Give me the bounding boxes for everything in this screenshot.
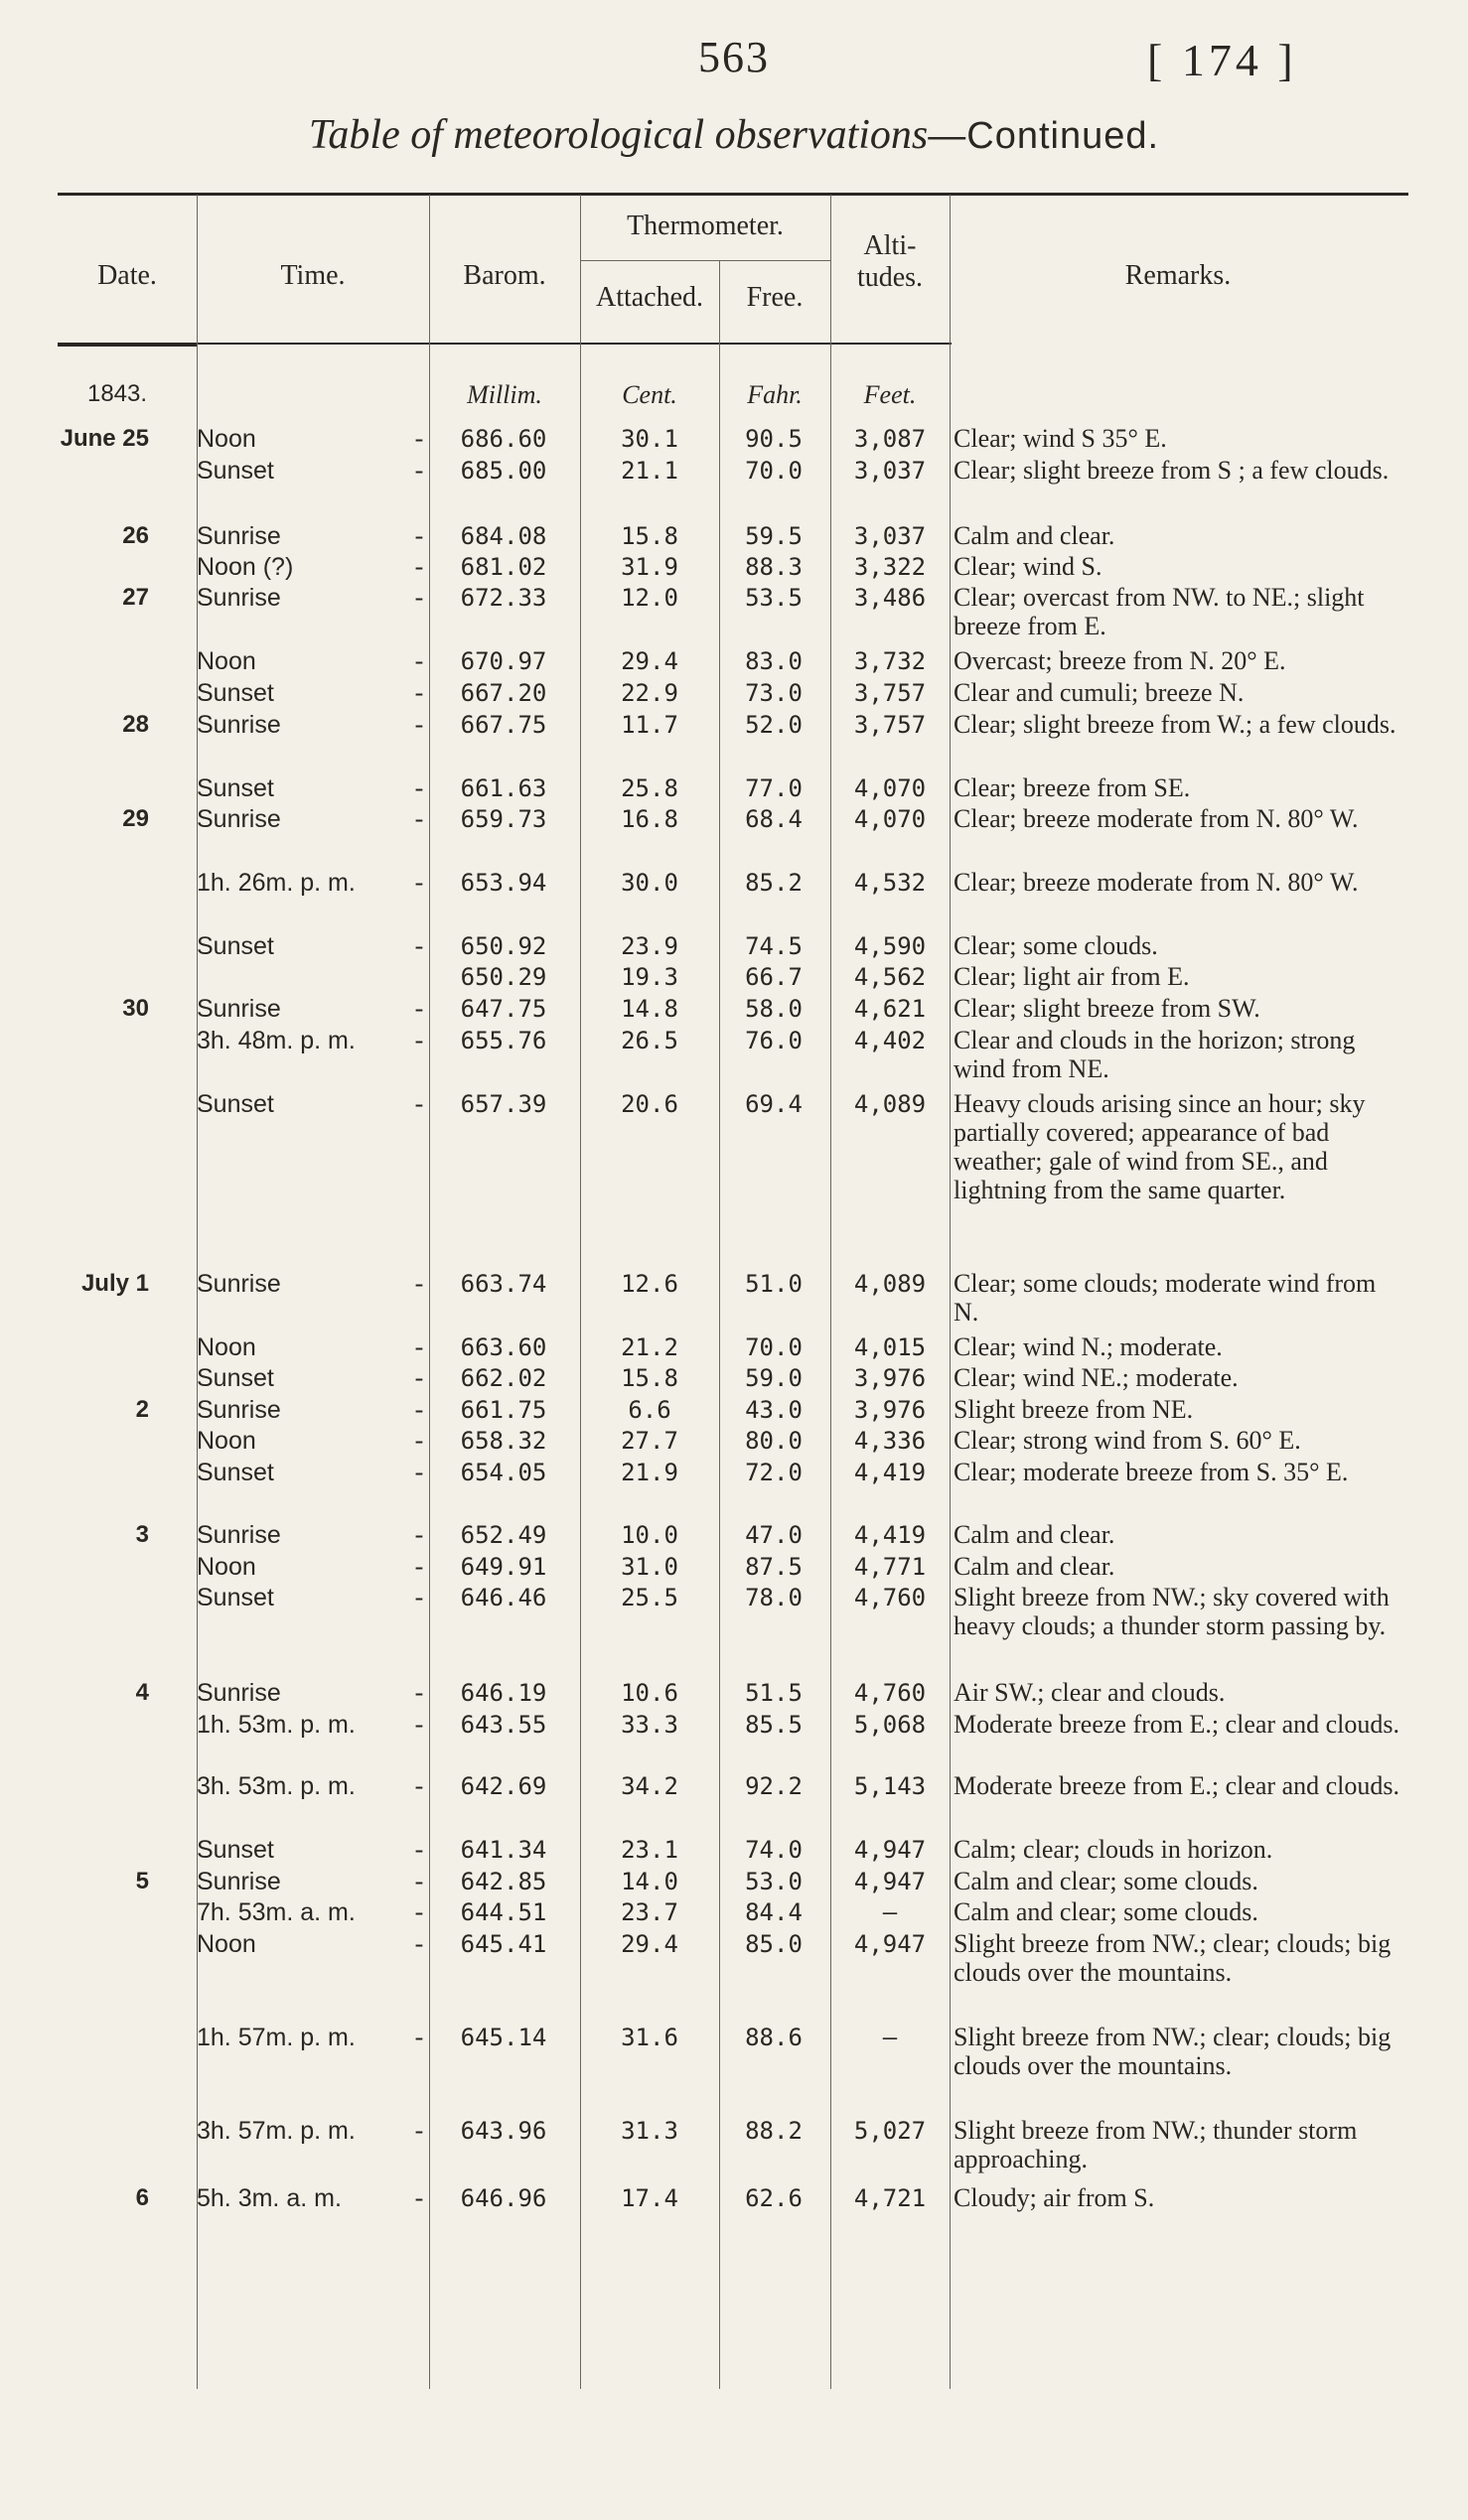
- header-time: Time.: [280, 260, 346, 291]
- leader-dash: -: [414, 710, 424, 739]
- row-remarks: Calm and clear; some clouds.: [954, 1897, 1258, 1926]
- leader-dash: -: [414, 2183, 424, 2212]
- row-free: 80.0: [745, 1427, 803, 1455]
- row-free: 76.0: [745, 1027, 803, 1054]
- row-remarks: Clear; breeze moderate from N. 80° W.: [954, 868, 1359, 897]
- row-attached: 29.4: [621, 1930, 678, 1958]
- row-remarks: Moderate breeze from E.; clear and clouds.: [954, 1710, 1400, 1739]
- leader-dash: -: [414, 552, 424, 581]
- row-free: 59.0: [745, 1364, 803, 1392]
- row-barom: 641.34: [460, 1836, 547, 1864]
- leader-dash: -: [414, 868, 424, 897]
- row-barom: 670.97: [460, 647, 547, 675]
- header-date: Date.: [97, 260, 157, 291]
- leader-dash: -: [414, 1710, 424, 1739]
- row-altitude: 3,757: [853, 711, 927, 739]
- row-remarks: Clear; some clouds; moderate wind from N.: [954, 1269, 1377, 1327]
- row-time: Noon: [197, 1333, 256, 1361]
- row-remarks: Clear; slight breeze from SW.: [954, 994, 1260, 1023]
- header-altitudes: Alti- tudes.: [856, 230, 924, 293]
- row-remarks: Clear; wind S.: [954, 552, 1102, 581]
- row-attached: 23.9: [621, 932, 678, 960]
- row-remarks: Clear; moderate breeze from S. 35° E.: [954, 1458, 1349, 1486]
- leader-dash: -: [414, 678, 424, 707]
- leader-dash: -: [414, 804, 424, 833]
- row-free: 74.0: [745, 1836, 803, 1864]
- row-altitude: 3,322: [853, 553, 927, 581]
- row-free: 43.0: [745, 1396, 803, 1424]
- row-attached: 31.6: [621, 2024, 678, 2051]
- row-free: 70.0: [745, 1333, 803, 1361]
- row-attached: 12.6: [621, 1270, 678, 1298]
- row-barom: 646.19: [460, 1679, 547, 1707]
- row-attached: 25.8: [621, 774, 678, 802]
- row-remarks: Calm; clear; clouds in horizon.: [954, 1835, 1273, 1864]
- leader-dash: -: [414, 1089, 424, 1118]
- row-altitude: 4,402: [853, 1027, 927, 1054]
- row-altitude: 5,068: [853, 1711, 927, 1739]
- row-free: 88.3: [745, 553, 803, 581]
- row-date: 26: [122, 522, 149, 549]
- row-altitude: 3,976: [853, 1364, 927, 1392]
- row-time: 1h. 26m. p. m.: [197, 869, 356, 897]
- leader-dash: -: [414, 994, 424, 1023]
- row-time: Sunrise: [197, 1679, 281, 1707]
- row-free: 83.0: [745, 647, 803, 675]
- row-altitude: 4,771: [853, 1553, 927, 1581]
- row-altitude: 3,037: [853, 522, 927, 550]
- row-remarks: Calm and clear; some clouds.: [954, 1867, 1258, 1895]
- row-barom: 681.02: [460, 553, 547, 581]
- row-barom: 663.60: [460, 1333, 547, 1361]
- row-date: 30: [122, 995, 149, 1022]
- row-remarks: Calm and clear.: [954, 521, 1115, 550]
- row-free: 77.0: [745, 774, 803, 802]
- row-free: 69.4: [745, 1090, 803, 1118]
- row-barom: 643.96: [460, 2117, 547, 2145]
- row-attached: 27.7: [621, 1427, 678, 1455]
- row-altitude: 4,947: [853, 1868, 927, 1895]
- unit-attached: Cent.: [622, 380, 677, 409]
- row-attached: 33.3: [621, 1711, 678, 1739]
- row-barom: 685.00: [460, 457, 547, 485]
- row-time: Sunrise: [197, 1270, 281, 1298]
- row-time: 3h. 48m. p. m.: [197, 1027, 356, 1054]
- row-remarks: Slight breeze from NW.; sky covered with heavy clouds; a thunder storm passing by.: [954, 1583, 1390, 1640]
- row-time: 5h. 3m. a. m.: [197, 2184, 342, 2212]
- row-remarks: Cloudy; air from S.: [954, 2183, 1155, 2212]
- row-altitude: 4,721: [853, 2184, 927, 2212]
- row-attached: 15.8: [621, 522, 678, 550]
- row-altitude: 3,087: [853, 425, 927, 453]
- row-time: Sunset: [197, 1090, 274, 1118]
- row-free: 88.6: [745, 2024, 803, 2051]
- leader-dash: -: [414, 1583, 424, 1611]
- unit-barom: Millim.: [467, 380, 542, 409]
- row-time: Sunrise: [197, 995, 281, 1023]
- row-date: June 25: [60, 425, 149, 452]
- title-text: Table of meteorological observations: [308, 112, 929, 158]
- row-attached: 21.1: [621, 457, 678, 485]
- row-time: Noon: [197, 1930, 256, 1958]
- row-attached: 16.8: [621, 805, 678, 833]
- row-attached: 31.3: [621, 2117, 678, 2145]
- row-remarks: Clear; wind S 35° E.: [954, 424, 1167, 453]
- unit-free: Fahr.: [747, 380, 803, 409]
- row-altitude: 4,760: [853, 1584, 927, 1611]
- row-free: 85.2: [745, 869, 803, 897]
- row-barom: 667.20: [460, 679, 547, 707]
- row-attached: 14.0: [621, 1868, 678, 1895]
- page-title: [0, 111, 1468, 159]
- row-time: Sunrise: [197, 1396, 281, 1424]
- row-attached: 30.1: [621, 425, 678, 453]
- row-attached: 21.2: [621, 1333, 678, 1361]
- row-altitude: 4,947: [853, 1930, 927, 1958]
- row-time: Sunset: [197, 1584, 274, 1611]
- row-attached: 25.5: [621, 1584, 678, 1611]
- row-time: Noon: [197, 1427, 256, 1455]
- row-remarks: Moderate breeze from E.; clear and clouds.: [954, 1771, 1400, 1800]
- row-free: 53.5: [745, 584, 803, 612]
- row-barom: 649.91: [460, 1553, 547, 1581]
- row-altitude: 4,089: [853, 1270, 927, 1298]
- row-altitude: 3,486: [853, 584, 927, 612]
- row-free: 74.5: [745, 932, 803, 960]
- row-remarks: Slight breeze from NW.; clear; clouds; big clouds over the mountains.: [954, 1929, 1392, 1987]
- row-barom: 661.63: [460, 774, 547, 802]
- row-free: 66.7: [745, 963, 803, 991]
- row-attached: 30.0: [621, 869, 678, 897]
- leader-dash: -: [414, 646, 424, 675]
- row-free: 85.0: [745, 1930, 803, 1958]
- header-remarks: Remarks.: [1124, 260, 1232, 291]
- row-date: 3: [135, 1521, 149, 1548]
- row-time: Sunset: [197, 1836, 274, 1864]
- row-date: 2: [135, 1396, 149, 1423]
- leader-dash: -: [414, 931, 424, 960]
- row-altitude: 4,419: [853, 1521, 927, 1549]
- row-attached: 11.7: [621, 711, 678, 739]
- row-altitude: 4,532: [853, 869, 927, 897]
- row-time: Sunrise: [197, 805, 281, 833]
- row-barom: 672.33: [460, 584, 547, 612]
- leader-dash: -: [414, 1332, 424, 1361]
- row-time: Noon: [197, 1553, 256, 1581]
- row-free: 53.0: [745, 1868, 803, 1895]
- row-time: Sunset: [197, 1459, 274, 1486]
- leader-dash: -: [414, 1395, 424, 1424]
- row-remarks: Calm and clear.: [954, 1520, 1115, 1549]
- row-altitude: 4,760: [853, 1679, 927, 1707]
- row-remarks: Clear and cumuli; breeze N.: [954, 678, 1245, 707]
- row-barom: 663.74: [460, 1270, 547, 1298]
- row-barom: 646.96: [460, 2184, 547, 2212]
- leader-dash: -: [414, 2116, 424, 2145]
- leader-dash: -: [414, 1835, 424, 1864]
- row-remarks: Clear and clouds in the horizon; strong wind from NE.: [954, 1026, 1356, 1083]
- row-free: 68.4: [745, 805, 803, 833]
- row-altitude: 4,336: [853, 1427, 927, 1455]
- header-attached: Attached.: [595, 282, 704, 313]
- row-remarks: Slight breeze from NE.: [954, 1395, 1194, 1424]
- unit-altitudes: Feet.: [863, 380, 917, 409]
- row-barom: 652.49: [460, 1521, 547, 1549]
- table-top-rule: [58, 193, 1408, 196]
- row-free: 70.0: [745, 457, 803, 485]
- row-attached: 31.0: [621, 1553, 678, 1581]
- leader-dash: -: [414, 1678, 424, 1707]
- leader-dash: -: [414, 1026, 424, 1054]
- row-altitude: 3,037: [853, 457, 927, 485]
- row-time: Sunrise: [197, 1521, 281, 1549]
- row-altitude: 5,027: [853, 2117, 927, 2145]
- row-barom: 653.94: [460, 869, 547, 897]
- thermometer-sub-rule: [580, 260, 830, 261]
- row-altitude: 4,562: [853, 963, 927, 991]
- row-altitude: 4,621: [853, 995, 927, 1023]
- row-altitude: 4,419: [853, 1459, 927, 1486]
- row-time: 1h. 57m. p. m.: [197, 2024, 356, 2051]
- row-remarks: Air SW.; clear and clouds.: [954, 1678, 1226, 1707]
- year-label: 1843.: [86, 380, 148, 407]
- row-time: Sunrise: [197, 1868, 281, 1895]
- row-free: 59.5: [745, 522, 803, 550]
- row-time: Noon: [197, 647, 256, 675]
- row-remarks: Clear; overcast from NW. to NE.; slight breeze from E.: [954, 583, 1365, 640]
- row-free: 52.0: [745, 711, 803, 739]
- row-attached: 23.1: [621, 1836, 678, 1864]
- row-free: 84.4: [745, 1898, 803, 1926]
- row-date: 29: [122, 805, 149, 832]
- row-barom: 657.39: [460, 1090, 547, 1118]
- row-barom: 650.29: [460, 963, 547, 991]
- leader-dash: -: [414, 773, 424, 802]
- row-barom: 646.46: [460, 1584, 547, 1611]
- row-time: Sunrise: [197, 711, 281, 739]
- date-header-rule: [58, 343, 197, 347]
- row-attached: 19.3: [621, 963, 678, 991]
- row-barom: 662.02: [460, 1364, 547, 1392]
- row-date: July 1: [80, 1270, 149, 1297]
- leader-dash: -: [414, 1867, 424, 1895]
- row-time: Noon (?): [197, 553, 294, 581]
- row-time: Sunset: [197, 774, 274, 802]
- row-barom: 642.69: [460, 1772, 547, 1800]
- row-barom: 647.75: [460, 995, 547, 1023]
- row-time: Sunrise: [197, 584, 281, 612]
- row-attached: 23.7: [621, 1898, 678, 1926]
- row-barom: 645.14: [460, 2024, 547, 2051]
- row-remarks: Clear; wind NE.; moderate.: [954, 1363, 1239, 1392]
- row-time: 7h. 53m. a. m.: [197, 1898, 356, 1926]
- row-attached: 10.0: [621, 1521, 678, 1549]
- row-remarks: Calm and clear.: [954, 1552, 1115, 1581]
- row-time: Noon: [197, 425, 256, 453]
- row-time: Sunrise: [197, 522, 281, 550]
- header-barom: Barom.: [463, 260, 546, 291]
- row-remarks: Clear; some clouds.: [954, 931, 1158, 960]
- row-altitude: 4,070: [853, 805, 927, 833]
- row-free: 62.6: [745, 2184, 803, 2212]
- row-free: 47.0: [745, 1521, 803, 1549]
- row-altitude: 3,976: [853, 1396, 927, 1424]
- row-altitude: 5,143: [853, 1772, 927, 1800]
- leader-dash: -: [414, 521, 424, 550]
- row-barom: 659.73: [460, 805, 547, 833]
- row-attached: 6.6: [628, 1396, 671, 1424]
- row-altitude: –: [882, 2024, 898, 2051]
- row-barom: 686.60: [460, 425, 547, 453]
- row-barom: 643.55: [460, 1711, 547, 1739]
- row-barom: 654.05: [460, 1459, 547, 1486]
- leader-dash: -: [414, 1771, 424, 1800]
- leader-dash: -: [414, 2023, 424, 2051]
- row-barom: 667.75: [460, 711, 547, 739]
- row-attached: 10.6: [621, 1679, 678, 1707]
- row-remarks: Slight breeze from NW.; clear; clouds; big clouds over the mountains.: [954, 2023, 1392, 2080]
- header-free: Free.: [746, 282, 804, 313]
- bracket-page-number: [ 174 ]: [1147, 35, 1297, 85]
- row-barom: 658.32: [460, 1427, 547, 1455]
- leader-dash: -: [414, 1363, 424, 1392]
- row-attached: 21.9: [621, 1459, 678, 1486]
- row-barom: 661.75: [460, 1396, 547, 1424]
- row-remarks: Slight breeze from NW.; thunder storm approaching.: [954, 2116, 1358, 2173]
- row-time: 1h. 53m. p. m.: [197, 1711, 356, 1739]
- row-remarks: Clear; light air from E.: [954, 962, 1190, 991]
- row-free: 51.5: [745, 1679, 803, 1707]
- leader-dash: -: [414, 1897, 424, 1926]
- row-remarks: Clear; slight breeze from W.; a few clouds.: [954, 710, 1396, 739]
- row-attached: 29.4: [621, 647, 678, 675]
- row-attached: 31.9: [621, 553, 678, 581]
- row-free: 78.0: [745, 1584, 803, 1611]
- leader-dash: -: [414, 1552, 424, 1581]
- row-free: 51.0: [745, 1270, 803, 1298]
- row-barom: 684.08: [460, 522, 547, 550]
- row-time: 3h. 57m. p. m.: [197, 2117, 356, 2145]
- row-date: 4: [135, 1679, 149, 1706]
- row-attached: 14.8: [621, 995, 678, 1023]
- row-altitude: 4,070: [853, 774, 927, 802]
- row-remarks: Clear; wind N.; moderate.: [954, 1332, 1223, 1361]
- row-remarks: Overcast; breeze from N. 20° E.: [954, 646, 1286, 675]
- row-attached: 17.4: [621, 2184, 678, 2212]
- row-free: 92.2: [745, 1772, 803, 1800]
- row-time: 3h. 53m. p. m.: [197, 1772, 356, 1800]
- leader-dash: -: [414, 1520, 424, 1549]
- row-altitude: 4,590: [853, 932, 927, 960]
- row-free: 88.2: [745, 2117, 803, 2145]
- row-barom: 642.85: [460, 1868, 547, 1895]
- row-remarks: Clear; breeze from SE.: [954, 773, 1191, 802]
- row-altitude: 3,732: [853, 647, 927, 675]
- row-remarks: Clear; breeze moderate from N. 80° W.: [954, 804, 1359, 833]
- leader-dash: -: [414, 1426, 424, 1455]
- row-attached: 34.2: [621, 1772, 678, 1800]
- row-time: Sunset: [197, 679, 274, 707]
- row-remarks: Heavy clouds arising since an hour; sky partially covered; appearance of bad weather; gale of wind from SE., and lightning from the same quarter.: [954, 1089, 1366, 1204]
- page-number: 563: [698, 33, 770, 81]
- row-attached: 22.9: [621, 679, 678, 707]
- row-barom: 645.41: [460, 1930, 547, 1958]
- row-free: 90.5: [745, 425, 803, 453]
- row-altitude: 3,757: [853, 679, 927, 707]
- title-continued: —Continued.: [928, 115, 1160, 157]
- row-barom: 655.76: [460, 1027, 547, 1054]
- row-time: Sunset: [197, 1364, 274, 1392]
- leader-dash: -: [414, 1458, 424, 1486]
- leader-dash: -: [414, 424, 424, 453]
- row-attached: 15.8: [621, 1364, 678, 1392]
- row-attached: 26.5: [621, 1027, 678, 1054]
- row-altitude: 4,947: [853, 1836, 927, 1864]
- leader-dash: -: [414, 1929, 424, 1958]
- header-thermometer: Thermometer.: [627, 210, 784, 241]
- row-altitude: 4,015: [853, 1333, 927, 1361]
- row-barom: 650.92: [460, 932, 547, 960]
- row-altitude: 4,089: [853, 1090, 927, 1118]
- row-barom: 644.51: [460, 1898, 547, 1926]
- leader-dash: -: [414, 456, 424, 485]
- row-free: 73.0: [745, 679, 803, 707]
- row-remarks: Clear; strong wind from S. 60° E.: [954, 1426, 1301, 1455]
- row-attached: 12.0: [621, 584, 678, 612]
- col-sep-remarks: [950, 195, 951, 2389]
- leader-dash: -: [414, 1269, 424, 1298]
- row-date: 27: [122, 584, 149, 611]
- row-free: 72.0: [745, 1459, 803, 1486]
- row-free: 58.0: [745, 995, 803, 1023]
- leader-dash: -: [414, 583, 424, 612]
- row-remarks: Clear; slight breeze from S ; a few clouds.: [954, 456, 1390, 485]
- row-attached: 20.6: [621, 1090, 678, 1118]
- row-date: 28: [122, 711, 149, 738]
- row-date: 6: [135, 2184, 149, 2211]
- row-time: Sunset: [197, 457, 274, 485]
- row-free: 85.5: [745, 1711, 803, 1739]
- row-time: Sunset: [197, 932, 274, 960]
- row-altitude: –: [882, 1898, 898, 1926]
- row-free: 87.5: [745, 1553, 803, 1581]
- row-date: 5: [135, 1868, 149, 1894]
